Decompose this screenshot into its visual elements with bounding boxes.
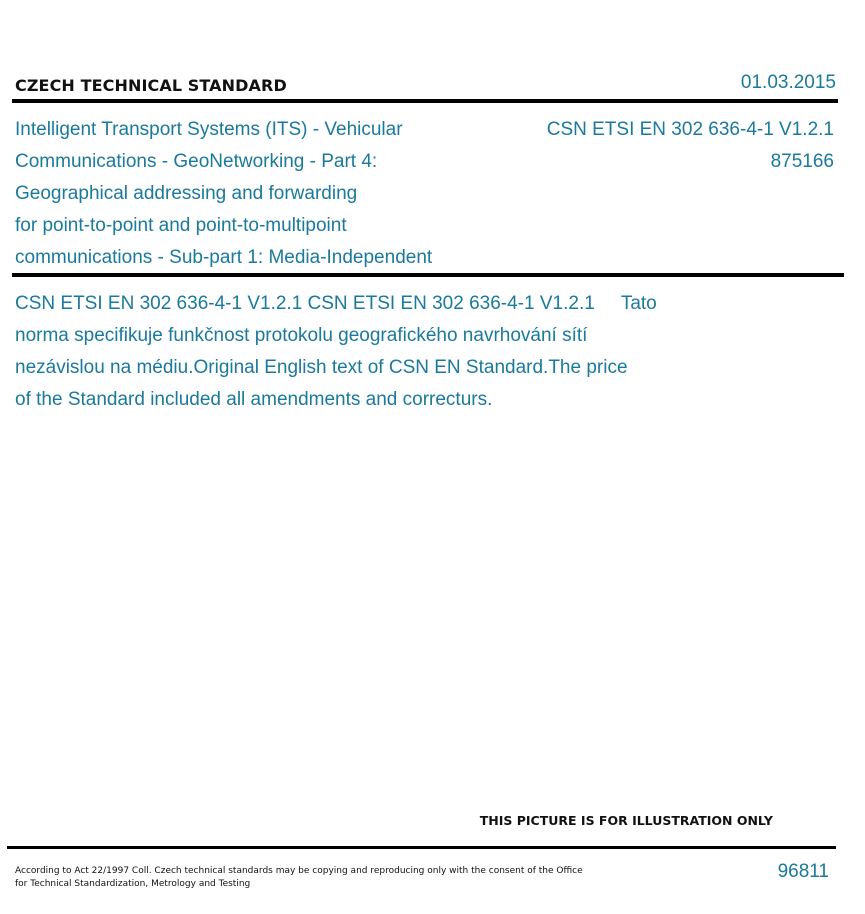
title-line: Intelligent Transport Systems (ITS) - Vehicular [15,119,403,140]
legal-line: for Technical Standardization, Metrology and Testing [15,878,251,889]
footer-divider [7,846,836,849]
standard-code: CSN ETSI EN 302 636-4-1 V1.2.1 [546,119,834,140]
legal-line: According to Act 22/1997 Coll. Czech technical standards may be copying and reproducing only with the consent of the Office [15,866,583,876]
description-line: CSN ETSI EN 302 636-4-1 V1.2.1 CSN ETSI EN 302 636-4-1 V1.2.1 Tato [15,293,657,314]
publication-date: 01.03.2015 [740,72,836,93]
description-line: nezávislou na médiu.Original English text of CSN EN Standard.The price [15,357,628,378]
description-line: norma specifikuje funkčnost protokolu geografického navrhování sítí [15,325,588,346]
title-divider [12,273,844,277]
title-line: Communications - GeoNetworking - Part 4: [15,151,378,172]
description-line: of the Standard included all amendments and correcturs. [15,389,493,410]
illustration-disclaimer: THIS PICTURE IS FOR ILLUSTRATION ONLY [479,813,773,828]
catalog-number: 875166 [770,151,834,172]
title-line: for point-to-point and point-to-multipoint [15,215,347,236]
standard-identifiers [547,114,834,178]
legal-notice [15,865,615,890]
title-line: Geographical addressing and forwarding [15,183,358,204]
header-divider [12,99,838,103]
standard-title [15,114,505,274]
document-type-label: CZECH TECHNICAL STANDARD [15,76,287,95]
standard-description [15,288,745,416]
title-line: communications - Sub-part 1: Media-Independent [15,247,433,268]
footer-number: 96811 [777,861,829,882]
